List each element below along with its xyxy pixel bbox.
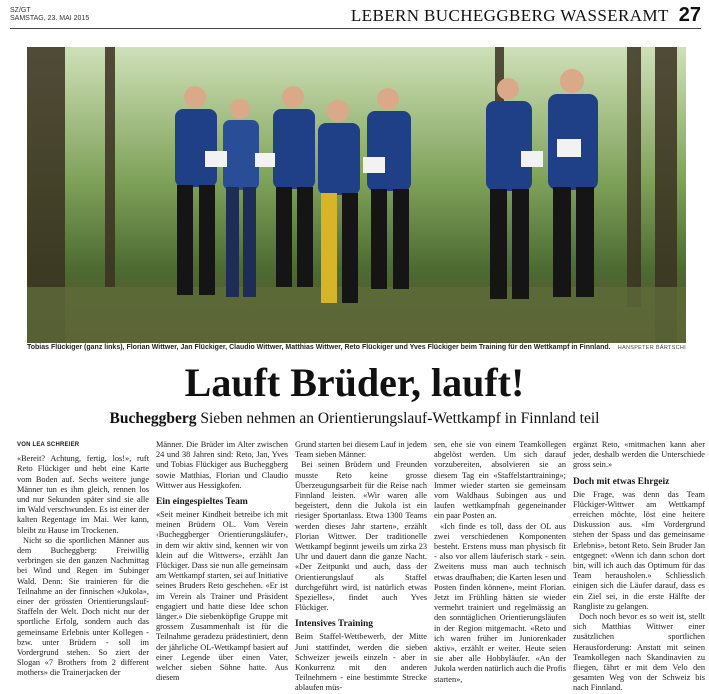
paragraph: Männer. Die Brüder im Alter zwischen 24 und 38 Jahren sind: Reto, Jan, Yves und Tobias Flückiger aus Bucheggberg sowie Matthias, Florian und Claudio Wittwer aus Hessigkofen. — [156, 440, 288, 490]
column-2 — [156, 440, 288, 683]
paragraph: «Ich finde es toll, dass der OL aus zwei verschiedenen Komponenten besteht. Erstens muss man physisch fit - also vor allem läuferisch stark - sein. Zweitens muss man auch technisch etwas draufhaben; die Karten lesen und Posten finden können», meint Florian. Jetzt im Frühling hätten sie wieder vermehrt trainiert und regelmässig an den sonntäglichen Orientierungsläufen in der Region mitgemacht. «Reto und ich waren früher im Juniorenkader aktiv», erzählt er weiter. Heute seien sie aber alle Hobbyläufer. «An der Jukola werden natürlich auch die Profis starten», — [434, 521, 566, 684]
masthead-right — [351, 4, 701, 27]
section-heading: Intensives Training — [295, 619, 374, 630]
author-byline: VON LEA SCHREIER — [17, 442, 80, 448]
paragraph: sen, ehe sie von einem Teamkollegen abgelöst werden. Um sich darauf vorzubereiten, absolvieren sie an diesem Tag ein «Staffelstarttraining»; Immer wieder starten sie gemeinsam vom Waldhaus Subingen aus und laufen wettkampfnah gegeneinander ein paar Posten an. — [434, 440, 566, 521]
header-rule — [10, 28, 701, 29]
headline: Lauft Brüder, lauft! — [184, 360, 525, 405]
section-heading: Ein eingespieltes Team — [156, 497, 248, 508]
column-1 — [17, 440, 149, 679]
paragraph: Nicht so die sportlichen Männer aus dem Bucheggberg: Freiwillig verbringen sie den ganzen Nachmittag bei Wind und Regen im Subinger Wald. Denn: Sie trainieren für die Teilnahme an der finnischen «Jukola», einer der grössten Orientierungslauf-Staffeln der Welt. Doch nicht nur der sportliche Erfolg, sondern auch das gemeinsame Erlebnis unter Kollegen - bzw. unter Brüdern - soll im Vordergrund stehen. So ziert der Slogan «7 Brothers from 2 different mothers» die Trainerjacken der — [17, 535, 149, 678]
paragraph: Bei seinen Brüdern und Freunden musste Reto keine grosse Überzeugungsarbeit für die Reise nach Finnland leisten. «Wir waren alle begeistert, denn die Jukola ist ein riesiger Sportanlass. Etwa 1300 Teams werden dieses Jahr starten», erzählt Florian Wittwer. Der traditionelle Wettkampf beginnt jeweils um zirka 23 Uhr und dauert dann die ganze Nacht. «Der Zeitpunkt und auch, dass der Orientierungslauf als Staffel durchgeführt wird, ist natürlich etwas Spezielles», findet auch Yves Flückiger. — [295, 460, 427, 613]
masthead-left — [10, 7, 89, 23]
issue-date: SAMSTAG, 23. MAI 2015 — [10, 15, 90, 22]
runners-photo — [27, 47, 686, 343]
page-number: 27 — [678, 4, 701, 26]
column-5 — [573, 440, 705, 694]
paragraph: «Seit meiner Kindheit betreibe ich mit meinen Brüdern OL. Vom Verein ‹Bucheggberger Orientierungsläufer›, in dem wir aktiv sind, kennen wir von klein auf die Wittwers», erzählt Jan Flückiger. Dass sie nun alle gemeinsam am Wettkampf starten, sei auf Initiative seines Bruders Reto geschehen. «Er ist im Verein als Trainer und Präsident engagiert und hatte diese Idee schon länger.» Die siebenköpfige Gruppe mit grossem Zusammenhalt ist für die Teilnahme geradezu prädestiniert, denn der jährliche OL-Wettkampf basiert auf einer Legende über einen Vater, welcher sieben Söhne hatte. Aus diesem — [156, 510, 288, 683]
photo-caption: Tobias Flückiger (ganz links), Florian Wittwer, Jan Flückiger, Claudio Wittwer, Matthias Wittwer, Reto Flückiger und Yves Flückiger beim Training für den Wettkampf in Finnland. — [27, 344, 611, 351]
paragraph: «Bereit? Achtung, fertig, los!», ruft Reto Flückiger und hebt eine Karte vom Boden auf. Sechs weitere junge Männer tun es ihm gleich, rennen los und nur Sekunden später sind sie alle im Wald verschwunden. Es ist einer der kalten Regentage im Mai. Wer kann, bleibt zu Hause im Trockenen. — [17, 454, 149, 535]
paragraph: Die Frage, was denn das Team Flückiger-Wittwer am Wettkampf erreichen möchte, löst eine heitere Diskussion aus. «Im Vordergrund stehen der Spass und das gemeinsame Erlebnis», betont Reto. Sein Bruder Jan entgegnet: «Wenn ich dann schon dort bin, will ich auch das Optimum für das Team herausholen.» Schliesslich einigen sich die Läufer darauf, dass es ein Ziel sei, in die erste Hälfte der Rangliste zu gelangen. — [573, 489, 705, 611]
paragraph: Beim Staffel-Wettbewerb, der Mitte Juni stattfindet, werden die sieben Schweizer jeweils einzeln - aber in Konkurrenz mit den anderen Teilnehmern - eine bestimmte Strecke ablaufen müs- — [295, 632, 427, 693]
subhead-region: Bucheggberg — [109, 410, 197, 427]
paragraph: Grund starten bei diesem Lauf in jedem Team sieben Männer. — [295, 440, 427, 460]
photo-credit: HANSPETER BÄRTSCHI — [617, 345, 686, 351]
subheadline — [0, 410, 709, 428]
paragraph: Doch noch bevor es so weit ist, stellt sich Matthias Wittwer einer zusätzlichen sportlichen Herausforderung: Anstatt mit seinen Teamkollegen nach Skandinavien zu fliegen, fährt er mit dem Velo den gesamten Weg von der Schweiz bis nach Finnland. — [573, 612, 705, 693]
paragraph: ergänzt Reto, «mitmachen kann aber jeder, deshalb werden die Unterschiede gross sein.» — [573, 440, 705, 470]
paper-name: SZ/GT — [10, 7, 31, 14]
column-3 — [295, 440, 427, 694]
column-4 — [434, 440, 566, 685]
section-title: LEBERN BUCHEGGBERG WASSERAMT — [350, 6, 669, 25]
section-heading: Doch mit etwas Ehrgeiz — [573, 476, 670, 487]
subhead-text: Sieben nehmen an Orientierungslauf-Wettkampf in Finnland teil — [200, 410, 600, 427]
